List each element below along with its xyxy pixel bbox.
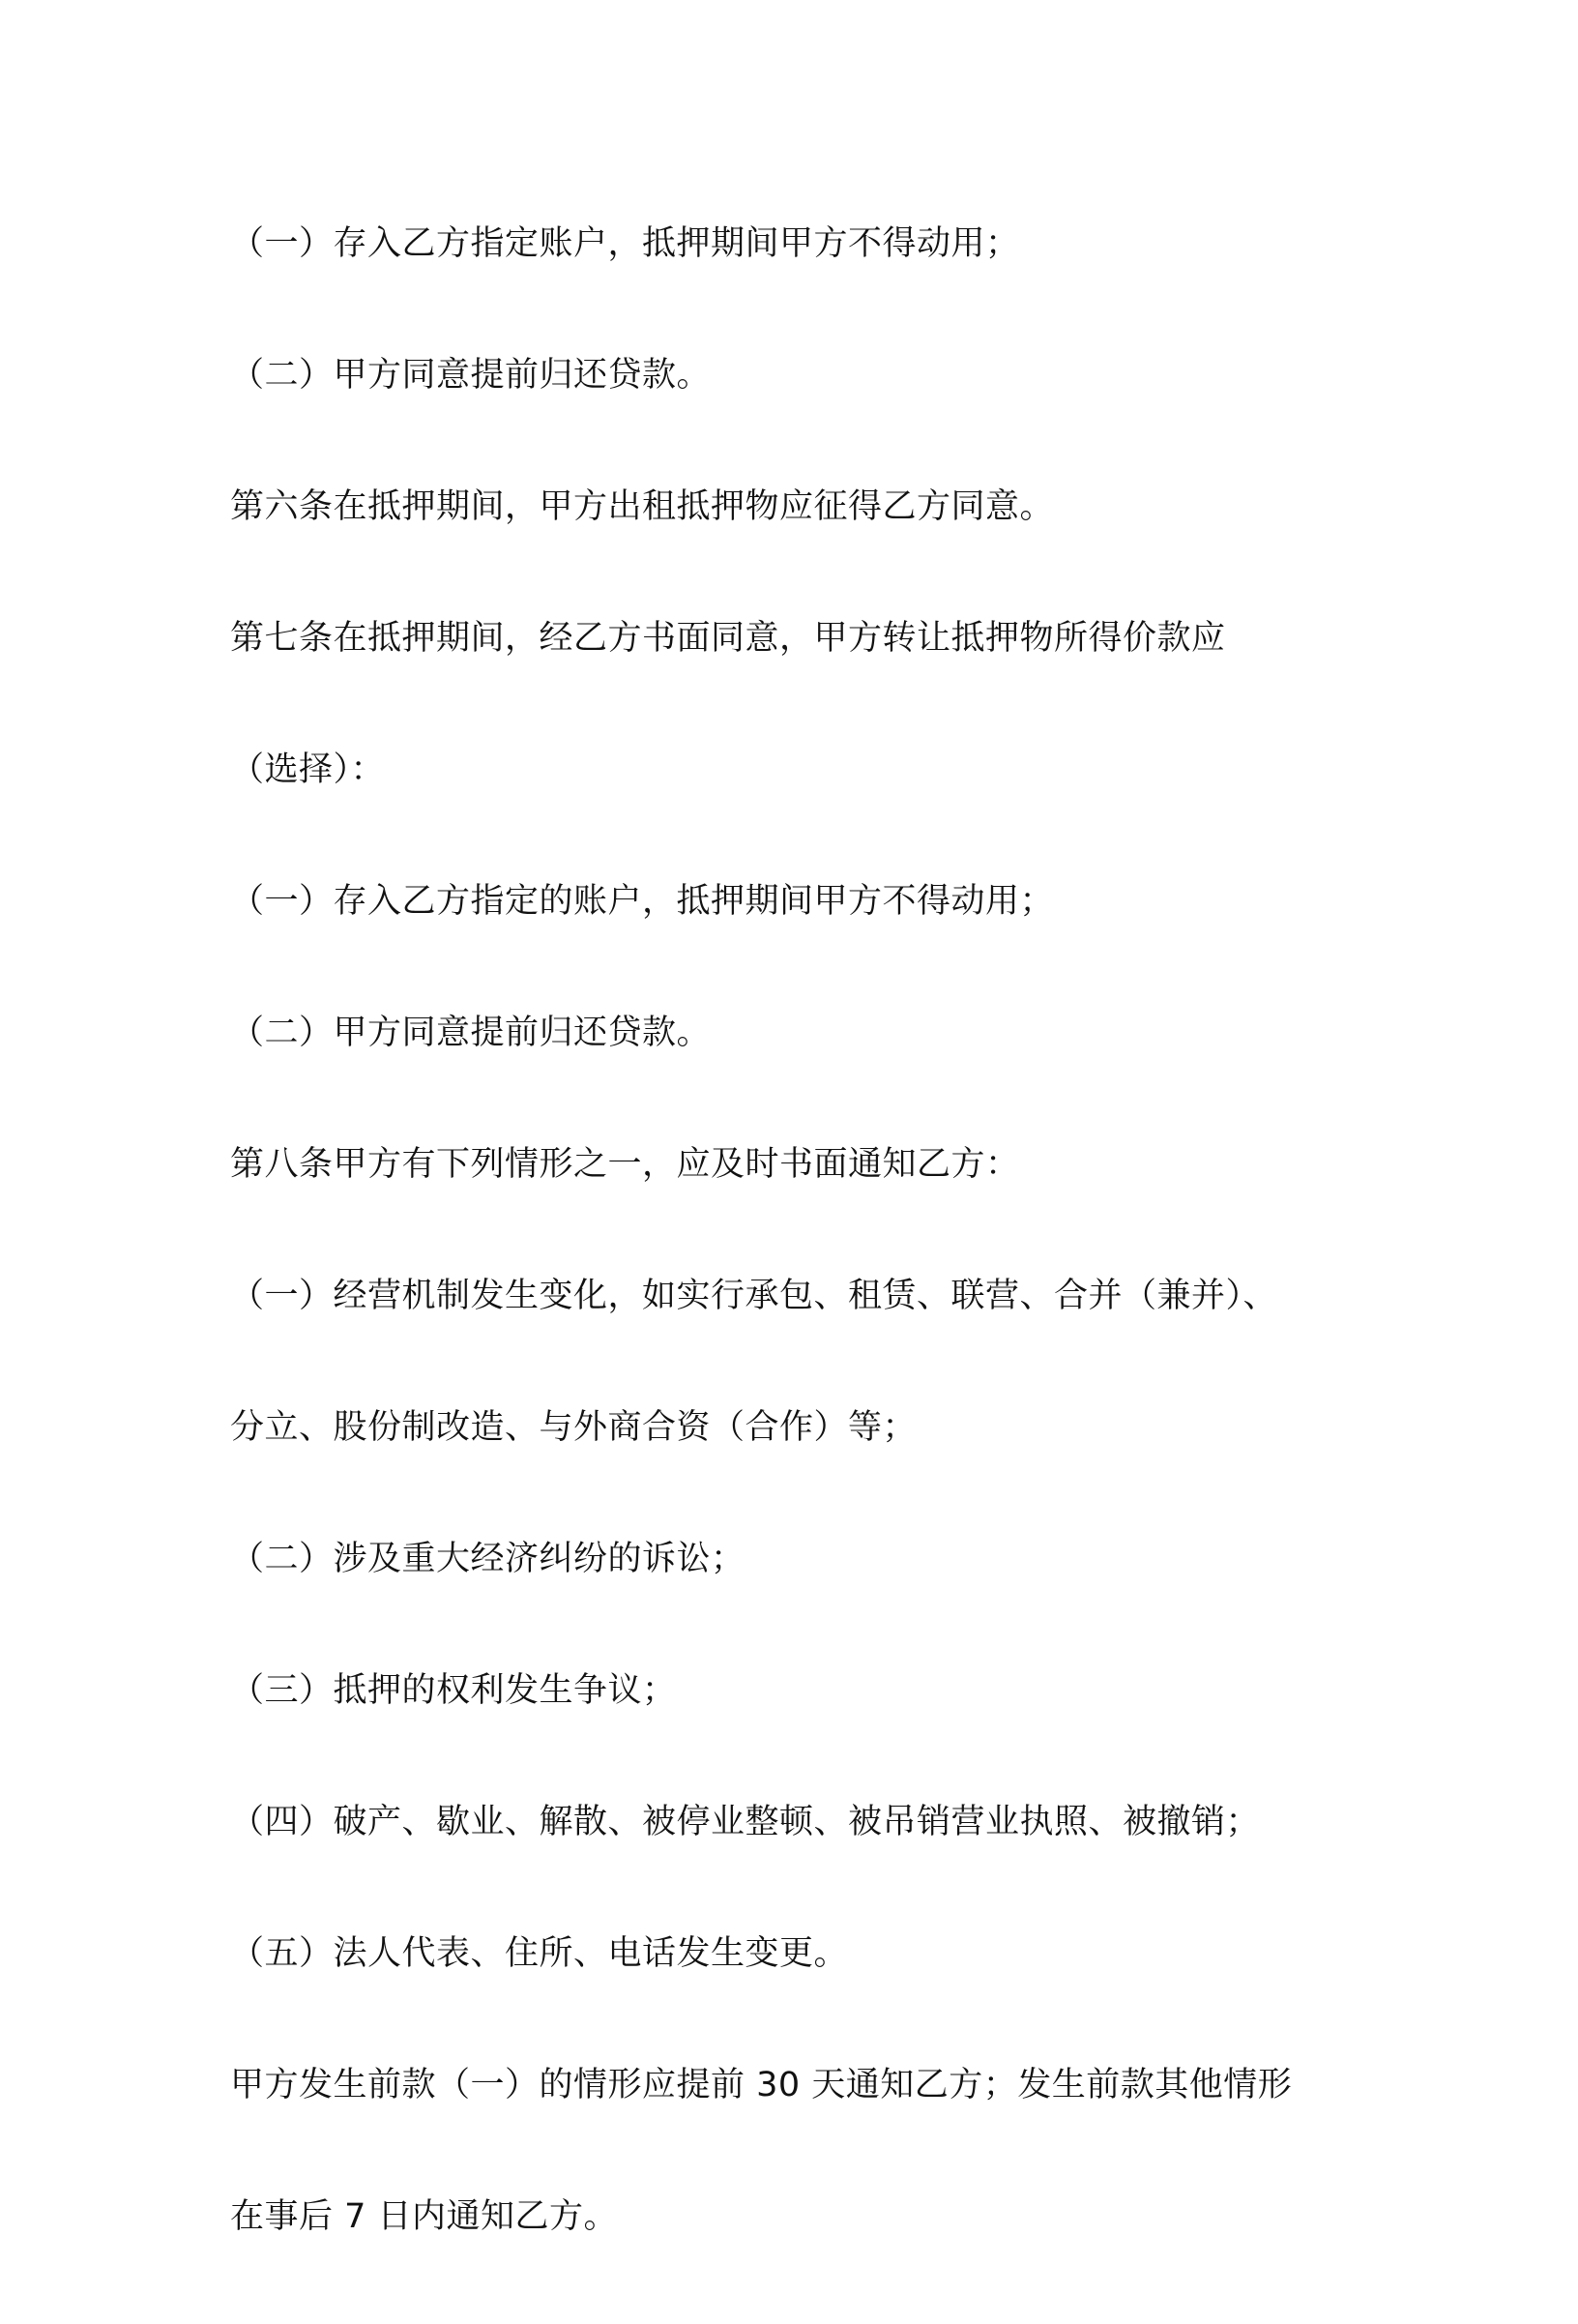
clause-line: （选择）： <box>230 750 386 789</box>
article-7-line: 第七条在抵押期间，经乙方书面同意，甲方转让抵押物所得价款应 <box>230 619 1226 658</box>
article-6-line: 第六条在抵押期间，甲方出租抵押物应征得乙方同意。 <box>230 487 1055 526</box>
clause-line: （五）法人代表、住所、电话发生变更。 <box>230 1934 849 1973</box>
clause-line: （一）存入乙方指定账户，抵押期间甲方不得动用； <box>230 224 1020 263</box>
clause-line: （四）破产、歇业、解散、被停业整顿、被吊销营业执照、被撤销； <box>230 1803 1261 1841</box>
clause-line: （一）经营机制发生变化，如实行承包、租赁、联营、合并（兼并）、 <box>230 1277 1278 1315</box>
clause-line: 分立、股份制改造、与外商合资（合作）等； <box>230 1408 918 1447</box>
clause-line: （二）甲方同意提前归还贷款。 <box>230 356 712 395</box>
notice-line: 甲方发生前款（一）的情形应提前 30 天通知乙方；发生前款其他情形 <box>230 2066 1293 2104</box>
clause-line: （二）甲方同意提前归还贷款。 <box>230 1014 712 1052</box>
clause-line: （三）抵押的权利发生争议； <box>230 1671 677 1710</box>
article-8-line: 第八条甲方有下列情形之一，应及时书面通知乙方： <box>230 1145 1020 1184</box>
document-body <box>230 186 1390 2324</box>
clause-line: （二）涉及重大经济纠纷的诉讼； <box>230 1540 745 1578</box>
notice-line: 在事后 7 日内通知乙方。 <box>230 2197 619 2236</box>
clause-line: （一）存入乙方指定的账户，抵押期间甲方不得动用； <box>230 882 1055 921</box>
